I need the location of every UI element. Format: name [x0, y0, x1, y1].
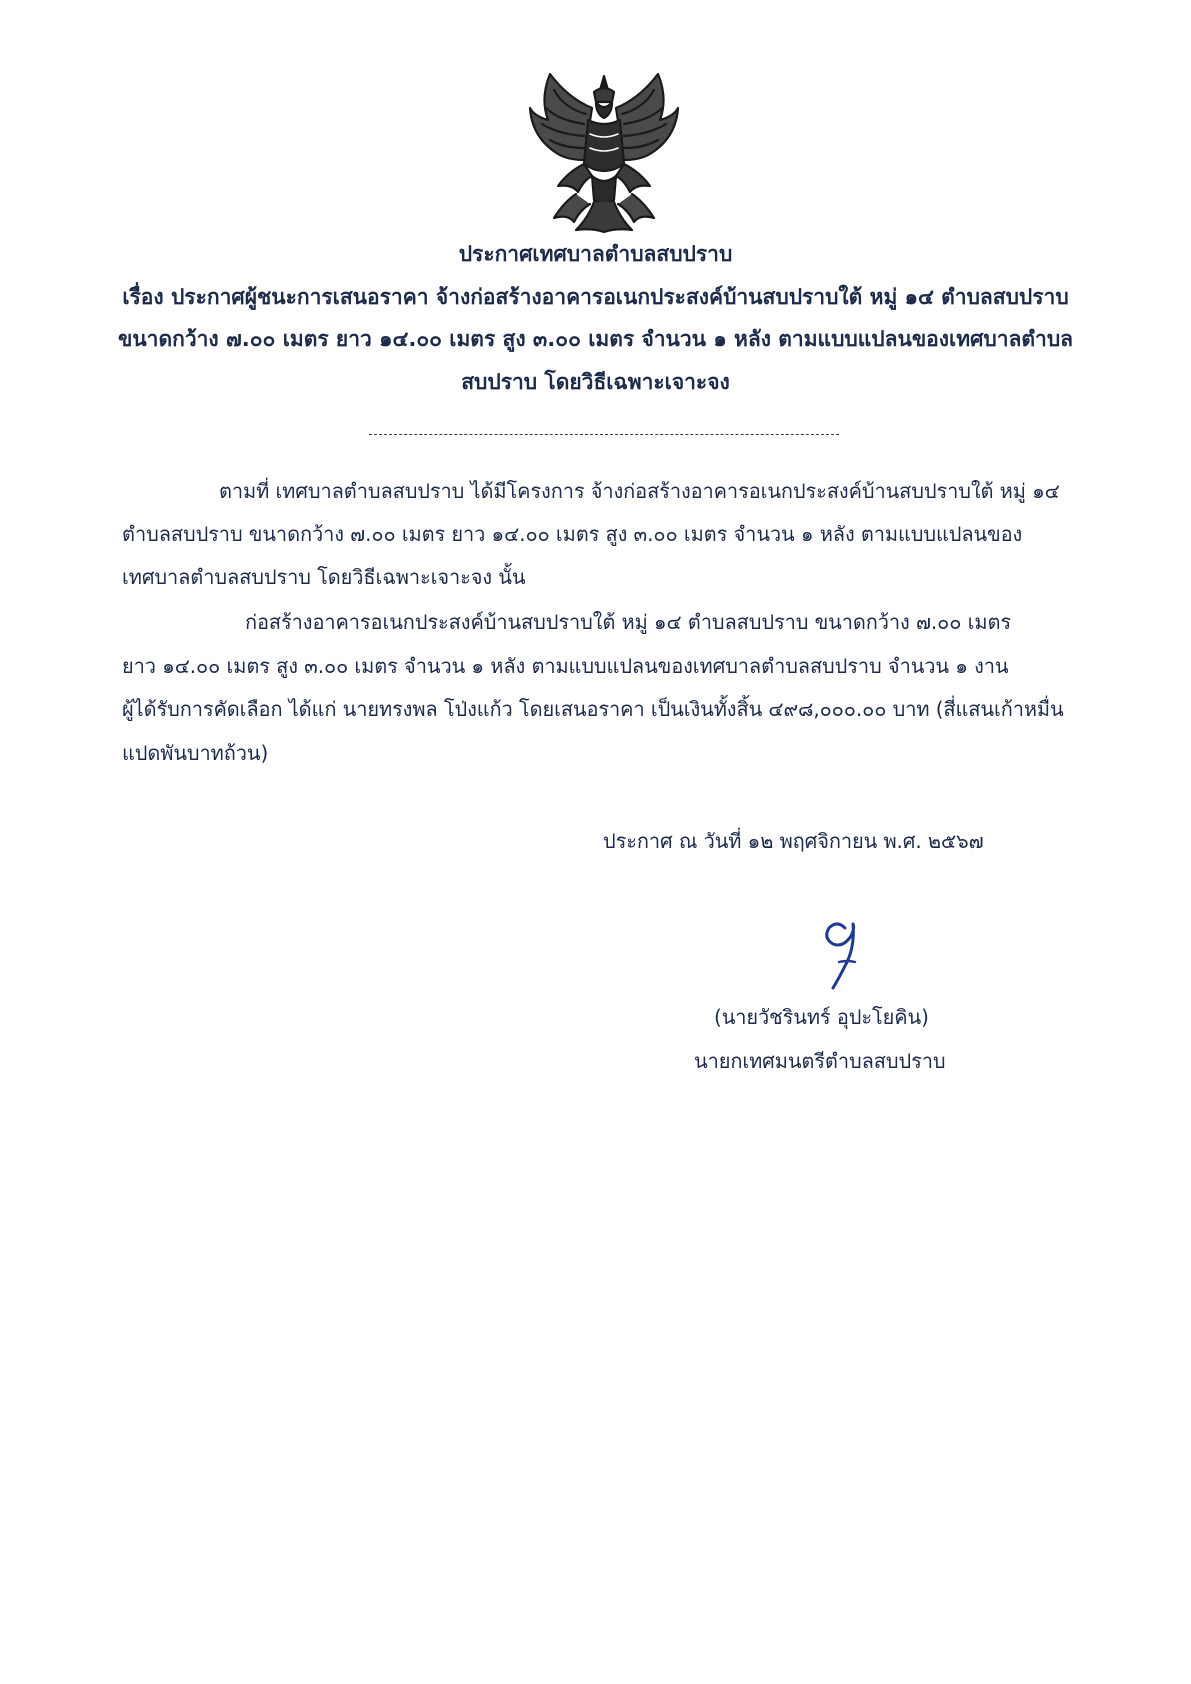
paragraph-1-line-2: ตำบลสบปราบ ขนาดกว้าง ๗.๐๐ เมตร ยาว ๑๔.๐๐ เมตร สูง ๓.๐๐ เมตร จำนวน ๑ หลัง ตามแบบแปลนของ [122, 522, 1023, 546]
announcement-date: ประกาศ ณ วันที่ ๑๒ พฤศจิกายน พ.ศ. ๒๕๖๗ [603, 829, 984, 853]
paragraph-1-line-3: เทศบาลตำบลสบปราบ โดยวิธีเฉพาะเจาะจง นั้น [122, 565, 526, 589]
paragraph-2-line-2: ยาว ๑๔.๐๐ เมตร สูง ๓.๐๐ เมตร จำนวน ๑ หลัง ตามแบบแปลนของเทศบาลตำบลสบปราบ จำนวน ๑ งาน [122, 654, 1009, 678]
subject-line-1: เรื่อง ประกาศผู้ชนะการเสนอราคา จ้างก่อสร้างอาคารอเนกประสงค์บ้านสบปราบใต้ หมู่ ๑๔ ตำบลสบปราบ [122, 285, 1069, 309]
signatory-name: (นายวัชรินทร์ อุปะโยคิน) [714, 1005, 929, 1029]
subject-line-2: ขนาดกว้าง ๗.๐๐ เมตร ยาว ๑๔.๐๐ เมตร สูง ๓.๐๐ เมตร จำนวน ๑ หลัง ตามแบบแปลนของเทศบาลตำบล [117, 327, 1074, 351]
paragraph-1-line-1: ตามที่ เทศบาลตำบลสบปราบ ได้มีโครงการ จ้างก่อสร้างอาคารอเนกประสงค์บ้านสบปราบใต้ หมู่ ๑๔ [219, 479, 1060, 503]
signatory-position: นายกเทศมนตรีตำบลสบปราบ [694, 1049, 946, 1073]
garuda-emblem-icon [528, 68, 680, 236]
handwritten-signature [815, 918, 871, 990]
divider [369, 434, 839, 435]
paragraph-2-line-1: ก่อสร้างอาคารอเนกประสงค์บ้านสบปราบใต้ หมู่ ๑๔ ตำบลสบปราบ ขนาดกว้าง ๗.๐๐ เมตร [245, 610, 1011, 634]
paragraph-2-line-3: ผู้ได้รับการคัดเลือก ได้แก่ นายทรงพล โป่งแก้ว โดยเสนอราคา เป็นเงินทั้งสิ้น ๔๙๘,๐๐๐.๐๐ บาท (สี่แสนเก้าหมื่น [122, 697, 1064, 721]
subject-line-3: สบปราบ โดยวิธีเฉพาะเจาะจง [461, 370, 730, 394]
announcement-title: ประกาศเทศบาลตำบลสบปราบ [458, 242, 733, 266]
paragraph-2-line-4: แปดพันบาทถ้วน) [122, 741, 269, 765]
